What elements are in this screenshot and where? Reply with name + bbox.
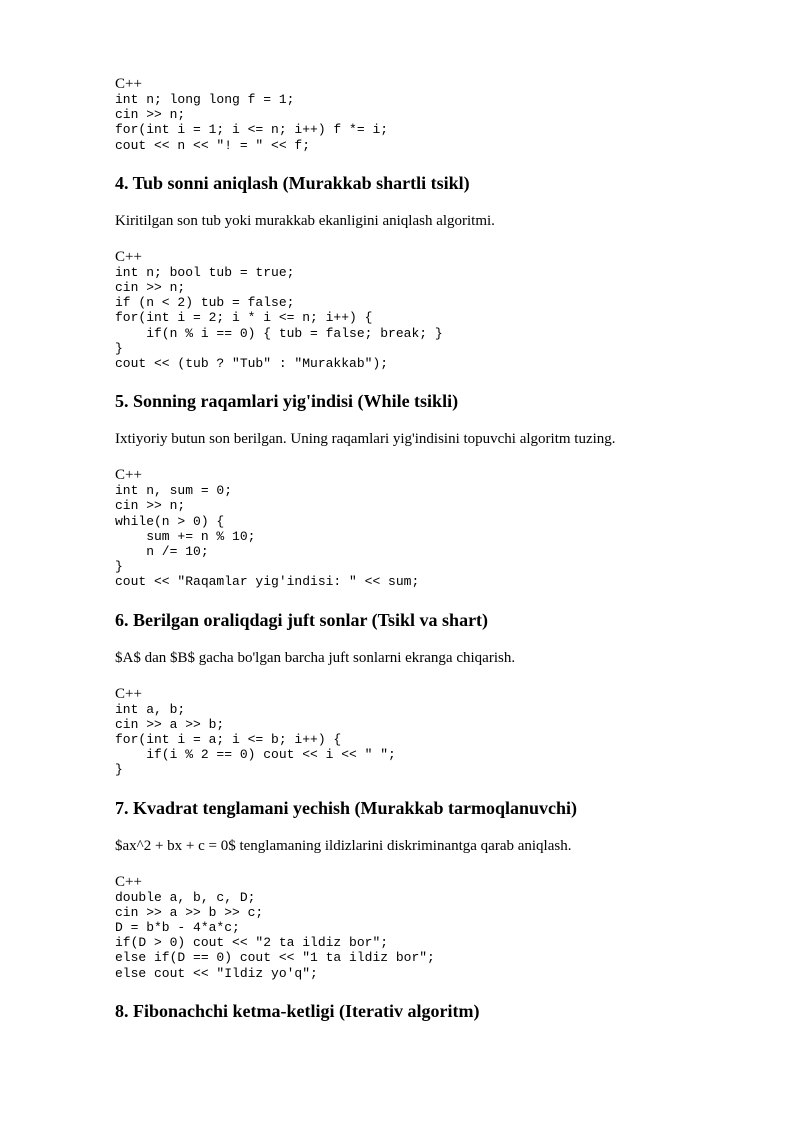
code-listing: int a, b; cin >> a >> b; for(int i = a; i <= b; i++) { if(i % 2 == 0) cout << i << " "; } — [115, 701, 396, 778]
code-listing: int n, sum = 0; cin >> n; while(n > 0) { sum += n % 10; n /= 10; } cout << "Raqamlar yig'indisi: " << sum; — [115, 483, 420, 590]
section-digit-sum — [115, 390, 755, 589]
code-block — [115, 467, 755, 589]
section-prime-check — [115, 172, 755, 371]
code-listing: double a, b, c, D; cin >> a >> b >> c; D = b*b - 4*a*c; if(D > 0) cout << "2 ta ildiz bor"; else if(D == 0) cout << "1 ta ildiz bor"; else cout << "Ildiz yo'q"; — [115, 889, 435, 981]
section-description: $A$ dan $B$ gacha bo'lgan barcha juft sonlarni ekranga chiqarish. — [115, 649, 516, 666]
section-heading: 4. Tub sonni aniqlash (Murakkab shartli tsikl) — [115, 172, 470, 193]
section-heading: 7. Kvadrat tenglamani yechish (Murakkab tarmoqlanuvchi) — [115, 797, 578, 818]
section-heading: 6. Berilgan oraliqdagi juft sonlar (Tsikl va shart) — [115, 609, 489, 630]
code-listing: int n; bool tub = true; cin >> n; if (n < 2) tub = false; for(int i = 2; i * i <= n; i++) { if(n % i == 0) { tub = false; break; } } cout << (tub ? "Tub" : "Murakkab"); — [115, 264, 443, 372]
code-language-label: C++ — [115, 76, 142, 92]
code-language-label: C++ — [115, 873, 142, 890]
code-block — [115, 76, 755, 153]
section-heading: 8. Fibonachchi ketma-ketligi (Iterativ algoritm) — [115, 1000, 480, 1021]
code-language-label: C++ — [115, 248, 142, 265]
code-block — [115, 686, 755, 778]
section-description: Ixtiyoriy butun son berilgan. Uning raqamlari yig'indisini topuvchi algoritm tuzing. — [115, 431, 616, 448]
document-page — [115, 76, 755, 1022]
section-fibonacci — [115, 1000, 755, 1022]
section-quadratic — [115, 797, 755, 981]
code-block — [115, 874, 755, 981]
section-even-numbers — [115, 609, 755, 778]
code-language-label: C++ — [115, 467, 142, 484]
section-description: $ax^2 + bx + c = 0$ tenglamaning ildizlarini diskriminantga qarab aniqlash. — [115, 837, 572, 854]
code-block — [115, 249, 755, 371]
code-listing: int n; long long f = 1; cin >> n; for(int i = 1; i <= n; i++) f *= i; cout << n << "! = " << f; — [115, 92, 389, 153]
code-language-label: C++ — [115, 685, 142, 702]
section-description: Kiritilgan son tub yoki murakkab ekanligini aniqlash algoritmi. — [115, 212, 495, 229]
section-heading: 5. Sonning raqamlari yig'indisi (While tsikli) — [115, 391, 459, 412]
